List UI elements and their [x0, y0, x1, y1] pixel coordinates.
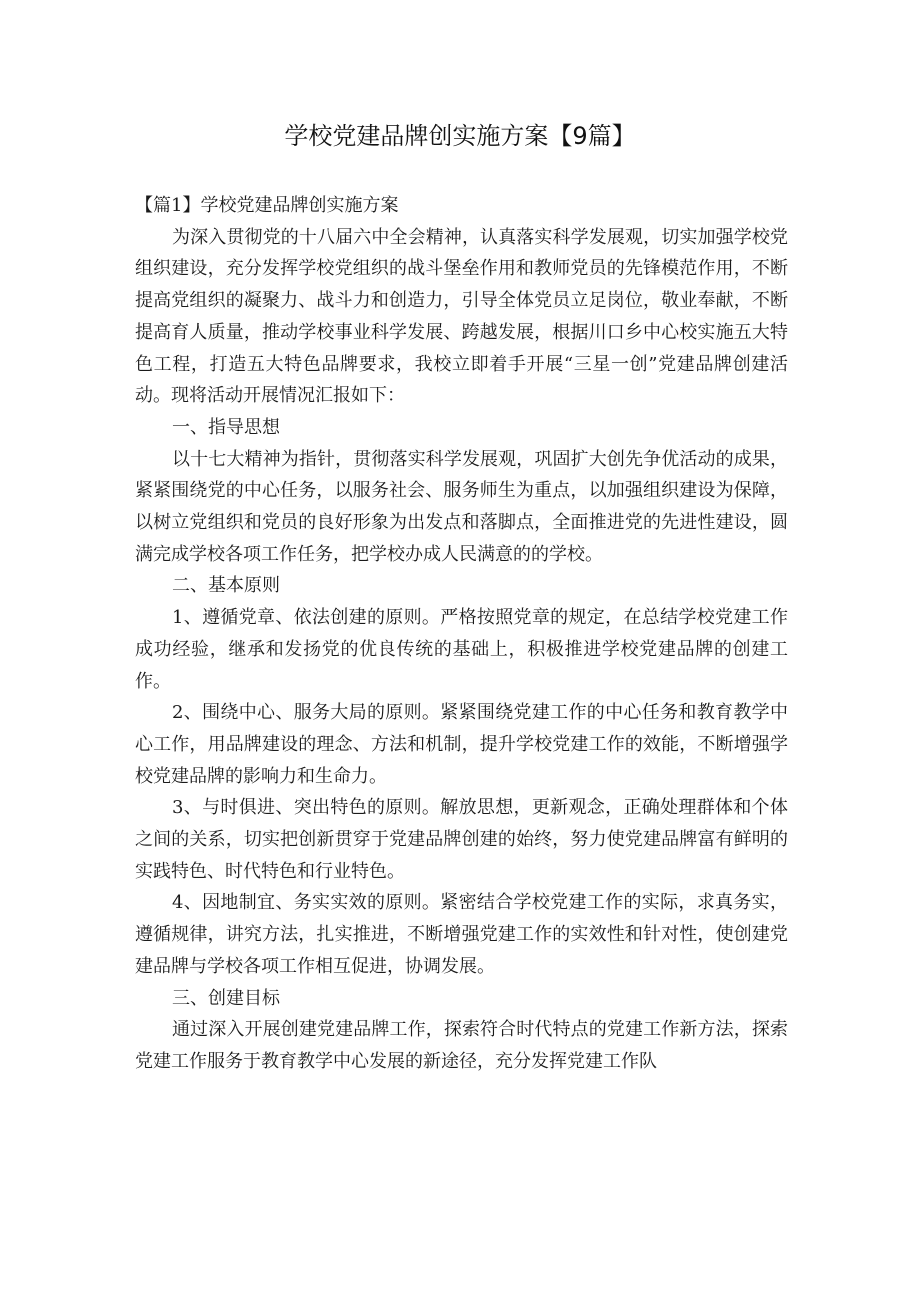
heading-guiding-ideology: 一、指导思想 — [172, 416, 280, 438]
heading-basic-principles: 二、基本原则 — [172, 575, 280, 597]
heading-creation-goals: 三、创建目标 — [172, 987, 280, 1009]
paragraph-principle-4: 4、因地制宜、务实实效的原则。紧密结合学校党建工作的实际，求真务实，遵循规律，讲究方法，扎实推进，不断增强党建工作的实效性和针对性，使创建党建品牌与学校各项工作相互促进，协调发展。 — [135, 892, 788, 977]
document-title: 学校党建品牌创实施方案【9篇】 — [284, 122, 636, 150]
document-body — [135, 190, 788, 1078]
paragraph-intro: 为深入贯彻党的十八届六中全会精神，认真落实科学发展观，切实加强学校党组织建设，充分发挥学校党组织的战斗堡垒作用和教师党员的先锋模范作用，不断提高党组织的凝聚力、战斗力和创造力，引导全体党员立足岗位，敬业奉献，不断提高育人质量，推动学校事业科学发展、跨越发展，根据川口乡中心校实施五大特色工程，打造五大特色品牌要求，我校立即着手开展“三星一创”党建品牌创建活动。现将活动开展情况汇报如下： — [135, 226, 788, 407]
paragraph-creation-goals: 通过深入开展创建党建品牌工作，探索符合时代特点的党建工作新方法，探索党建工作服务于教育教学中心发展的新途径，充分发挥党建工作队 — [135, 1019, 788, 1072]
paragraph-guiding-ideology: 以十七大精神为指针，贯彻落实科学发展观，巩固扩大创先争优活动的成果，紧紧围绕党的中心任务，以服务社会、服务师生为重点，以加强组织建设为保障，以树立党组织和党员的良好形象为出发点和落脚点，全面推进党的先进性建设，圆满完成学校各项工作任务，把学校办成人民满意的的学校。 — [135, 448, 788, 565]
paragraph-principle-1: 1、遵循党章、依法创建的原则。严格按照党章的规定，在总结学校党建工作成功经验，继承和发扬党的优良传统的基础上，积极推进学校党建品牌的创建工作。 — [135, 607, 788, 692]
paragraph-principle-2: 2、围绕中心、服务大局的原则。紧紧围绕党建工作的中心任务和教育教学中心工作，用品牌建设的理念、方法和机制，提升学校党建工作的效能，不断增强学校党建品牌的影响力和生命力。 — [135, 702, 788, 787]
paragraph-principle-3: 3、与时俱进、突出特色的原则。解放思想，更新观念，正确处理群体和个体之间的关系，切实把创新贯穿于党建品牌创建的始终，努力使党建品牌富有鲜明的实践特色、时代特色和行业特色。 — [135, 797, 788, 882]
section-heading: 【篇1】学校党建品牌创实施方案 — [135, 195, 399, 216]
